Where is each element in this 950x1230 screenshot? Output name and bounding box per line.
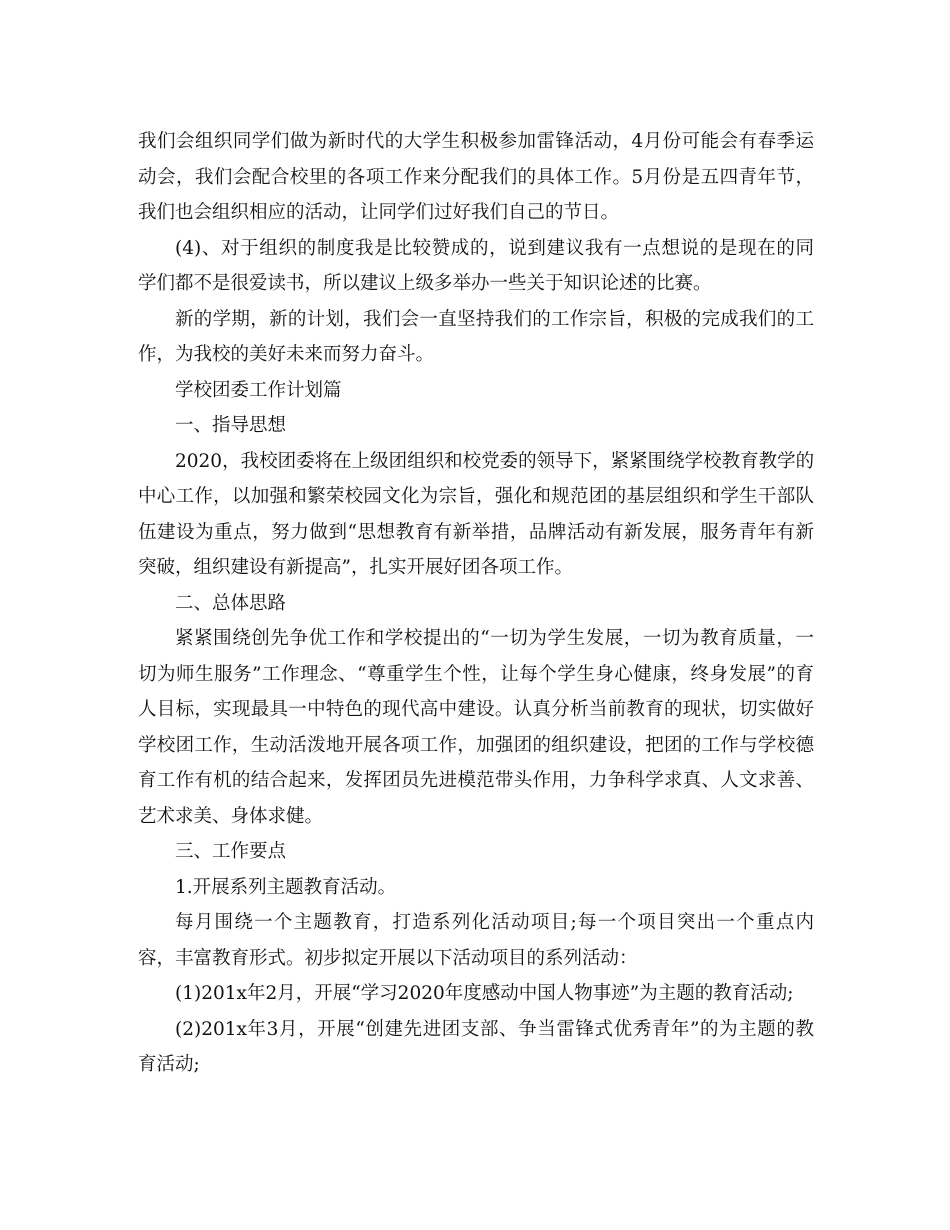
text-line: 伍建设为重点，努力做到“思想教育有新举措，品牌活动有新发展，服务青年有新: [138, 521, 814, 543]
document-page: [138, 124, 814, 1083]
text-line: 人目标，实现最具一中特色的现代高中建设。认真分析当前教育的现状，切实做好: [138, 699, 814, 720]
text-line: 育活动;: [138, 1054, 200, 1075]
text-line: 学校团委工作计划篇: [175, 379, 342, 401]
text-line: 一、指导思想: [175, 415, 287, 436]
text-line: 三、工作要点: [175, 841, 287, 862]
text-line: 突破，组织建设有新提高”，扎实开展好团各项工作。: [138, 557, 573, 578]
text-line: 二、总体思路: [175, 592, 287, 614]
text-line: 育工作有机的结合起来，发挥团员先进模范带头作用，力争科学求真、人文求善、: [138, 770, 814, 791]
text-line: (4)、对于组织的制度我是比较赞成的，说到建议我有一点想说的是现在的同: [175, 237, 814, 259]
text-line: 学们都不是很爱读书，所以建议上级多举办一些关于知识论述的比赛。: [138, 273, 712, 294]
text-line: 1.开展系列主题教育活动。: [175, 876, 397, 898]
text-line: 切为师生服务”工作理念、“尊重学生个性，让每个学生身心健康，终身发展”的育: [138, 663, 814, 685]
text-line: (2)201x年3月，开展“创建先进团支部、争当雷锋式优秀青年”的为主题的教: [175, 1018, 814, 1040]
text-line: (1)201x年2月，开展“学习2020年度感动中国人物事迹”为主题的教育活动;: [175, 983, 794, 1004]
text-line: 每月围绕一个主题教育，打造系列化活动项目;每一个项目突出一个重点内: [175, 912, 814, 933]
text-line: 动会，我们会配合校里的各项工作来分配我们的具体工作。5月份是五四青年节，: [138, 166, 814, 188]
text-line: 新的学期，新的计划，我们会一直坚持我们的工作宗旨，积极的完成我们的工: [175, 308, 814, 330]
text-line: 中心工作，以加强和繁荣校园文化为宗旨，强化和规范团的基层组织和学生干部队: [138, 486, 814, 507]
text-line: 容，丰富教育形式。初步拟定开展以下活动项目的系列活动：: [138, 947, 638, 969]
text-line: 我们也会组织相应的活动，让同学们过好我们自己的节日。: [138, 202, 620, 223]
text-line: 学校团工作，生动活泼地开展各项工作，加强团的组织建设，把团的工作与学校德: [138, 734, 814, 756]
text-line: 艺术求美、身体求健。: [138, 805, 324, 827]
text-line: 2020，我校团委将在上级团组织和校党委的领导下，紧紧围绕学校教育教学的: [175, 450, 815, 472]
text-line: 我们会组织同学们做为新时代的大学生积极参加雷锋活动，4月份可能会有春季运: [138, 131, 814, 152]
text-line: 作，为我校的美好未来而努力奋斗。: [138, 344, 435, 365]
text-line: 紧紧围绕创先争优工作和学校提出的“一切为学生发展，一切为教育质量，一: [175, 628, 814, 649]
